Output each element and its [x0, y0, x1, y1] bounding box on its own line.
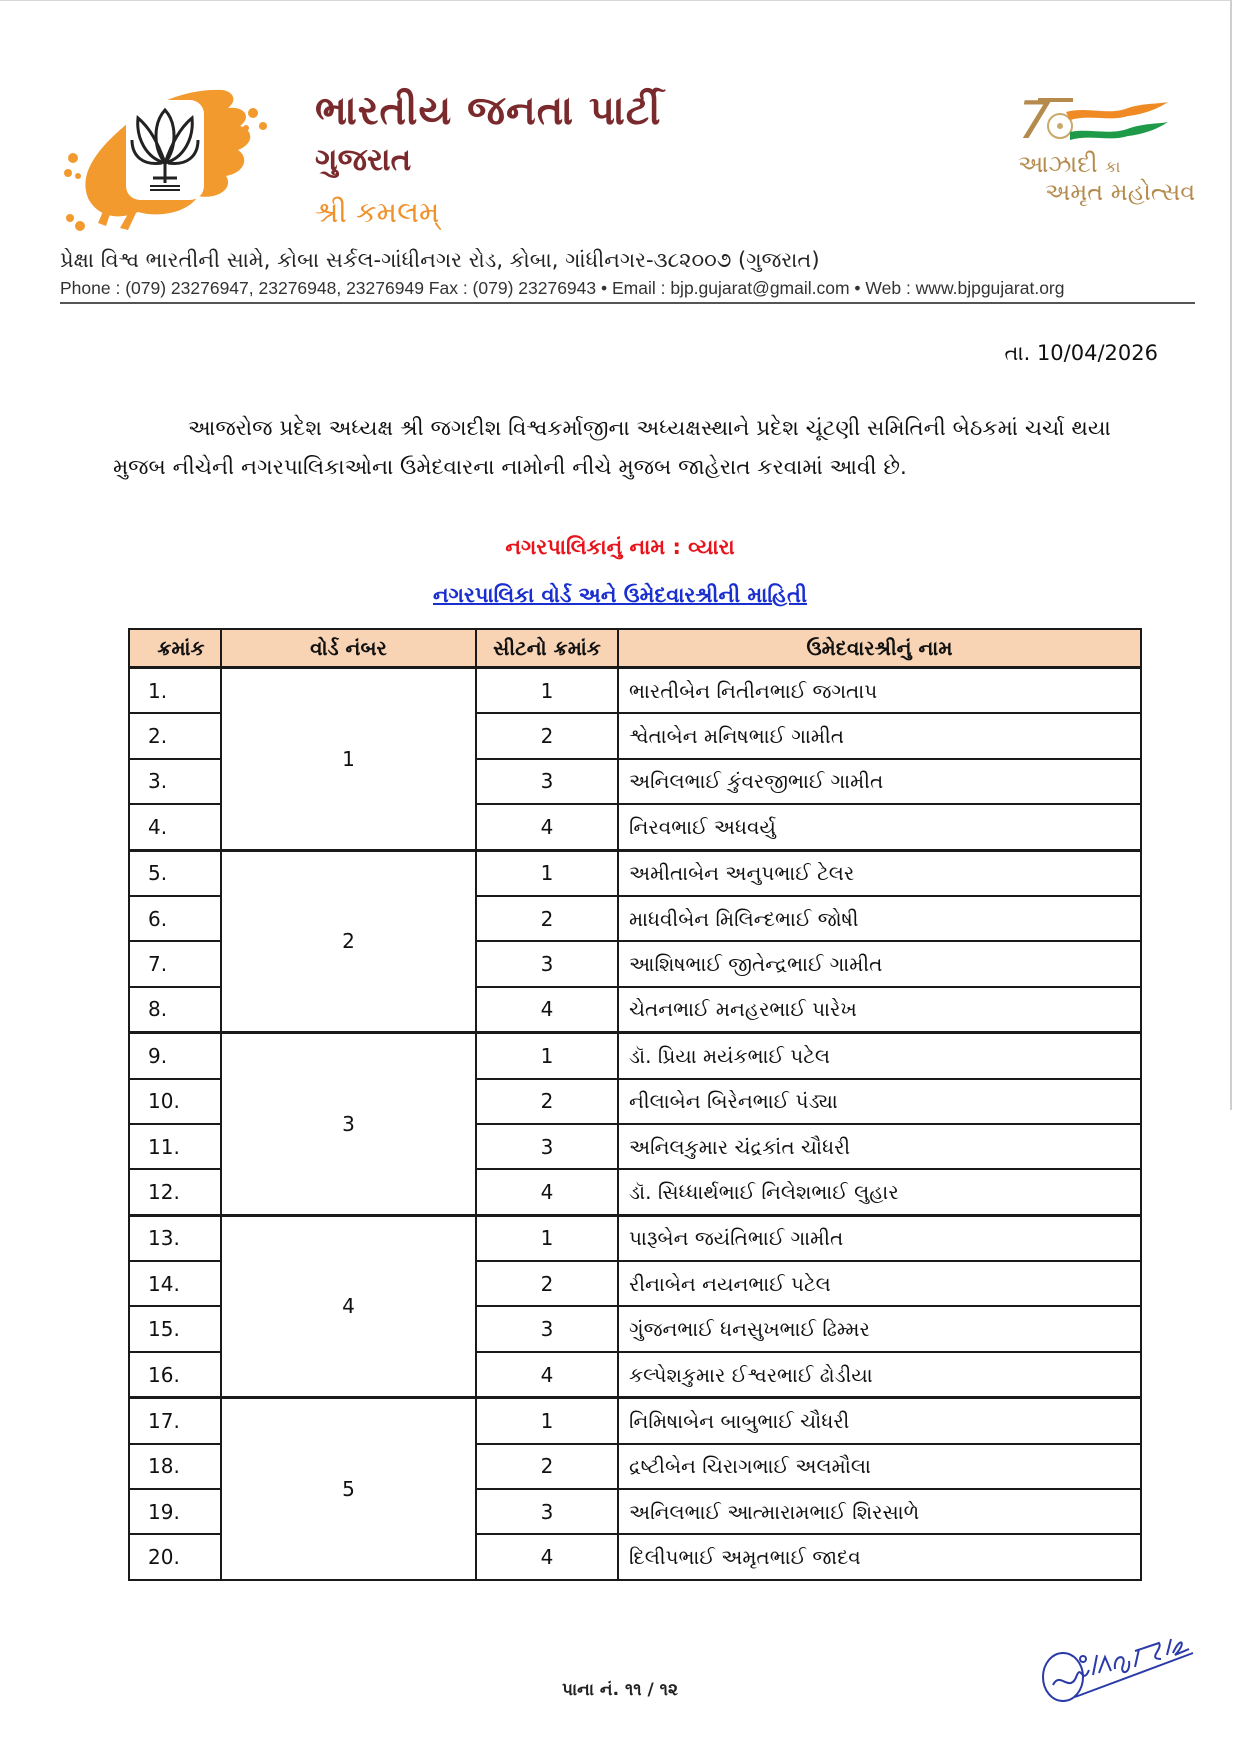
table-row — [129, 1398, 1141, 1444]
seat-cell: 1 — [476, 668, 618, 714]
ward-cell: 3 — [221, 1033, 476, 1216]
candidate-name-cell: ભારતીબેન નિતીનભાઈ જગતાપ — [618, 668, 1141, 714]
col-header-seat: સીટનો ક્રમાંક — [476, 629, 618, 668]
seat-cell: 1 — [476, 1033, 618, 1079]
seat-cell: 4 — [476, 1352, 618, 1398]
party-name: ભારતીય જનતા પાર્ટી — [315, 88, 662, 134]
serial-cell: 1. — [129, 668, 221, 714]
seat-cell: 1 — [476, 850, 618, 896]
candidate-name-cell: ગુંજનભાઈ ધનસુખભાઈ ઢિમ્મર — [618, 1306, 1141, 1351]
candidate-name-cell: રીનાબેન નયનભાઈ પટેલ — [618, 1261, 1141, 1306]
seat-cell: 2 — [476, 1079, 618, 1124]
candidate-name-cell: માધવીબેન મિલિન્દભાઈ જોષી — [618, 896, 1141, 941]
serial-cell: 19. — [129, 1489, 221, 1534]
candidate-name-cell: નિરવભાઈ અધવર્યુ — [618, 804, 1141, 850]
col-header-candidate-name: ઉમેદવારશ્રીનું નામ — [618, 629, 1141, 668]
serial-cell: 9. — [129, 1033, 221, 1079]
seat-cell: 4 — [476, 804, 618, 850]
candidate-name-cell: ડૉ. સિધ્ધાર્થભાઈ નિલેશભાઈ લુહાર — [618, 1169, 1141, 1215]
serial-cell: 5. — [129, 850, 221, 896]
table-title: નગરપાલિકા વોર્ડ અને ઉમેદવારશ્રીની માહિતી — [433, 583, 807, 607]
seat-cell: 1 — [476, 1398, 618, 1444]
candidate-name-cell: પારૂબેન જયંતિભાઈ ગામીત — [618, 1215, 1141, 1261]
seat-cell: 4 — [476, 1169, 618, 1215]
serial-cell: 18. — [129, 1444, 221, 1489]
party-state: ગુજરાત — [315, 142, 412, 178]
azadi-badge-line1: આઝાદી કા — [1018, 150, 1121, 178]
table-row — [129, 1033, 1141, 1079]
office-address: પ્રેક્ષા વિશ્વ ભારતીની સામે, કોબા સર્કલ-ગાંધીનગર રોડ, કોબા, ગાંધીનગર-૩૮૨૦૦૭ (ગુજરાત) — [60, 248, 820, 272]
document-date: તા. 10/04/2026 — [1004, 341, 1158, 365]
candidate-name-cell: અનિલકુમાર ચંદ્રકાંત ચૌધરી — [618, 1124, 1141, 1169]
serial-cell: 16. — [129, 1352, 221, 1398]
candidate-name-cell: અમીતાબેન અનુપભાઈ ટેલર — [618, 850, 1141, 896]
table-header-row — [129, 629, 1141, 668]
candidate-name-cell: ચેતનભાઈ મનહરભાઈ પારેખ — [618, 987, 1141, 1033]
candidate-name-cell: નિમિષાબેન બાબુભાઈ ચૌધરી — [618, 1398, 1141, 1444]
contact-info: Phone : (079) 23276947, 23276948, 23276949 Fax : (079) 23276943 • Email : bjp.gujarat@gmail.com • Web : www.bjpgujarat.org — [60, 278, 1065, 298]
candidate-name-cell: નીલાબેન બિરેનભાઈ પંડ્યા — [618, 1079, 1141, 1124]
candidates-table — [128, 628, 1142, 1581]
serial-cell: 6. — [129, 896, 221, 941]
serial-cell: 8. — [129, 987, 221, 1033]
seat-cell: 2 — [476, 713, 618, 758]
page-number: પાના નં. ૧૧ / ૧૨ — [561, 1680, 678, 1700]
ward-cell: 5 — [221, 1398, 476, 1580]
seat-cell: 3 — [476, 759, 618, 804]
serial-cell: 14. — [129, 1261, 221, 1306]
seat-cell: 3 — [476, 1306, 618, 1351]
office-name: શ્રી કમલમ્ — [315, 195, 440, 229]
table-row — [129, 668, 1141, 714]
seat-cell: 3 — [476, 941, 618, 986]
body-paragraph — [113, 409, 1163, 487]
serial-cell: 2. — [129, 713, 221, 758]
serial-cell: 7. — [129, 941, 221, 986]
seat-cell: 1 — [476, 1215, 618, 1261]
ward-cell: 1 — [221, 668, 476, 851]
body-text: આજરોજ પ્રદેશ અધ્યક્ષ શ્રી જગદીશ વિશ્વકર્માજીના અધ્યક્ષસ્થાને પ્રદેશ ચૂંટણી સમિતિની બેઠકમાં ચર્ચા થયા મુજબ નીચેની નગરપાલિકાઓના ઉમેદવારના નામોની નીચે મુજબ જાહેરાત કરવામાં આવી છે. — [113, 416, 1111, 480]
municipality-heading: નગરપાલિકાનું નામ : વ્યારા — [505, 535, 735, 559]
lotus-icon — [58, 78, 278, 238]
serial-cell: 15. — [129, 1306, 221, 1351]
table-row — [129, 850, 1141, 896]
seat-cell: 3 — [476, 1489, 618, 1534]
candidate-name-cell: કલ્પેશકુમાર ઈશ્વરભાઈ ઢોડીયા — [618, 1352, 1141, 1398]
seat-cell: 4 — [476, 987, 618, 1033]
candidate-name-cell: આશિષભાઈ જીતેન્દ્રભાઈ ગામીત — [618, 941, 1141, 986]
azadi-badge-line2: અમૃત મહોત્સવ — [1045, 178, 1196, 206]
seat-cell: 2 — [476, 1261, 618, 1306]
table-row — [129, 1215, 1141, 1261]
col-header-serial: ક્રમાંક — [129, 629, 221, 668]
candidate-name-cell: અનિલભાઈ કુંવરજીભાઈ ગામીત — [618, 759, 1141, 804]
serial-cell: 10. — [129, 1079, 221, 1124]
candidate-name-cell: શ્વેતાબેન મનિષભાઈ ગામીત — [618, 713, 1141, 758]
seat-cell: 2 — [476, 896, 618, 941]
seat-cell: 2 — [476, 1444, 618, 1489]
serial-cell: 11. — [129, 1124, 221, 1169]
svg-text:7: 7 — [1018, 91, 1052, 148]
serial-cell: 17. — [129, 1398, 221, 1444]
serial-cell: 20. — [129, 1534, 221, 1579]
ward-cell: 2 — [221, 850, 476, 1033]
candidate-name-cell: ડૉ. પ્રિયા મયંકભાઈ પટેલ — [618, 1033, 1141, 1079]
ward-cell: 4 — [221, 1215, 476, 1398]
col-header-ward: વોર્ડ નંબર — [221, 629, 476, 668]
serial-cell: 4. — [129, 804, 221, 850]
tricolor-flag-icon — [1018, 88, 1178, 148]
candidate-name-cell: અનિલભાઈ આત્મારામભાઈ શિરસાળે — [618, 1489, 1141, 1534]
candidate-name-cell: દ્રષ્ટીબેન ચિરાગભાઈ અલમૌલા — [618, 1444, 1141, 1489]
serial-cell: 3. — [129, 759, 221, 804]
serial-cell: 13. — [129, 1215, 221, 1261]
serial-cell: 12. — [129, 1169, 221, 1215]
header-divider — [60, 302, 1195, 304]
seat-cell: 3 — [476, 1124, 618, 1169]
candidate-name-cell: દિલીપભાઈ અમૃતભાઈ જાદવ — [618, 1534, 1141, 1579]
seat-cell: 4 — [476, 1534, 618, 1579]
